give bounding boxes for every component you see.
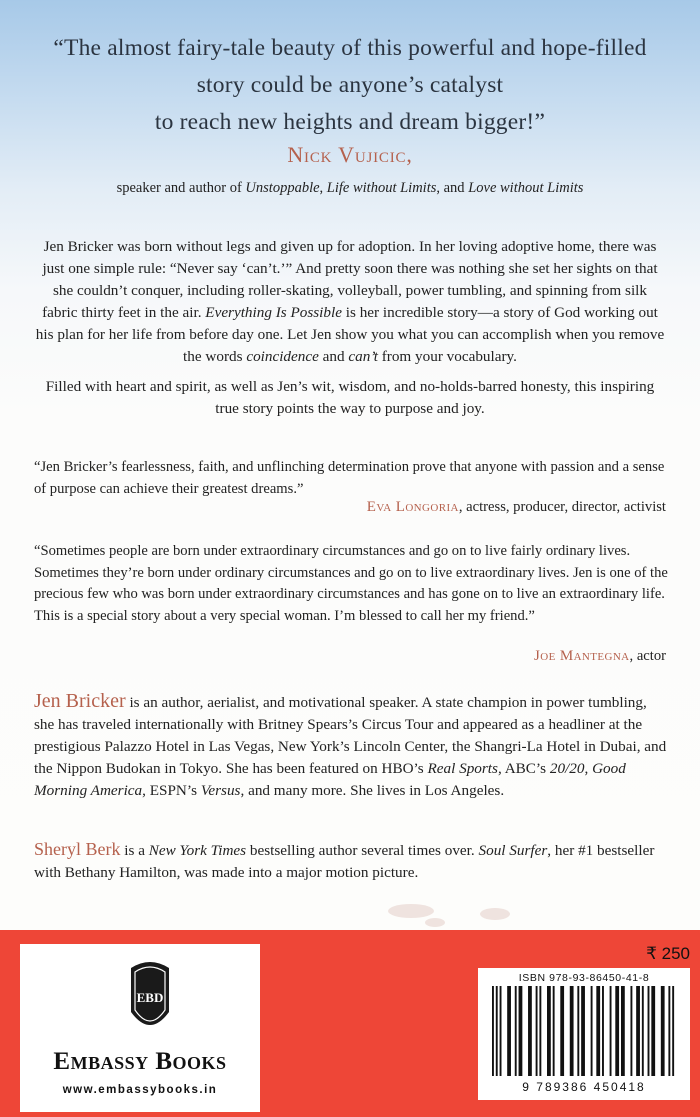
crest-letters: EBD [136,990,164,1005]
publisher-url: www.embassybooks.in [62,1084,218,1096]
cover-stain [480,908,510,920]
featured-quote [20,30,680,141]
endorsement-attribution [534,648,666,665]
cover-stain [388,904,434,918]
isbn-text: ISBN 978-93-86450-41-8 [518,972,650,984]
endorser-role: , actor [629,648,666,664]
coauthor-bio: Sheryl Berk is a New York Times bestselling author several times over. Soul Surfer, her #1 bestseller with Bethany Hamilton, was made into a major motion picture. [34,839,655,881]
cover-stain [425,918,445,927]
coauthor-name: Sheryl Berk [34,839,121,859]
publisher-logo-panel [20,944,260,1112]
featured-quote-line: to reach new heights and dream bigger!” [154,109,546,135]
featured-quote-line: story could be anyone’s catalyst [196,72,504,98]
publisher-crest-icon [126,954,174,1040]
endorser-role: , actress, producer, director, activist [458,499,666,515]
author-name: Jen Bricker [34,690,126,712]
book-description: Jen Bricker was born without legs and given up for adoption. In her loving adoptive home, there was just one simple rule: “Never say ‘can’t.’” And pretty soon there was nothing she set her sights on that she couldn’t conquer, including roller-skating, volleyball, power tumbling, and spinning from silk fabric thirty feet in the air. Everything Is Possible is her incredible story—a story of God working out his plan for her life from before day one. Let Jen show you what you can accomplish when you remove the words coincidence and can’t from your vocabulary. [35,238,665,365]
featured-quote-author: Nick Vujicic, [287,142,413,167]
endorsement-quote: “Jen Bricker’s fearlessness, faith, and unflinching determination prove that anyone with passion and a sense of purpose can achieve their greatest dreams.” [34,459,665,497]
featured-quote-line: “The almost fairy-tale beauty of this powerful and hope-filled [53,35,647,61]
book-description-closing: Filled with heart and spirit, as well as Jen’s wit, wisdom, and no-holds-barred honesty, this inspiring true story points the way to purpose and joy. [45,378,655,417]
author-bio: Jen Bricker is an author, aerialist, and motivational speaker. A state champion in power tumbling, she has traveled internationally with Britney Spears’s Circus Tour and appeared as a headliner at the prestigious Palazzo Hotel in Las Vegas, New York’s Lincoln Center, the Shangri-La Hotel in Dubai, and the Nippon Budokan in Tokyo. She has been featured on HBO’s Real Sports, ABC’s 20/20, Good Morning America, ESPN’s Versus, and many more. She lives in Los Angeles. [34,690,667,799]
featured-quote-author-title: speaker and author of Unstoppable, Life without Limits, and Love without Limits [116,180,584,196]
publisher-name: Embassy Books [53,1048,227,1075]
endorsement-attribution [367,499,666,516]
footer-band [0,930,700,1117]
barcode-icon [486,986,682,1078]
endorsement-quote: “Sometimes people are born under extraordinary circumstances and go on to live fairly ordinary lives. Sometimes they’re born under ordinary circumstances and go on to live extraordinary lives. Jen is one of the precious few who was born under extraordinary circumstances and has gone on to live an extraordinary life. This is a special story about a very special woman. I’m blessed to call her my friend.” [34,543,668,624]
endorser-name: Joe Mantegna [533,648,630,664]
endorser-name: Eva Longoria [366,499,459,515]
price-label: ₹ 250 [646,944,690,963]
barcode-number: 9 789386 450418 [522,1080,646,1094]
barcode-panel [478,968,690,1100]
